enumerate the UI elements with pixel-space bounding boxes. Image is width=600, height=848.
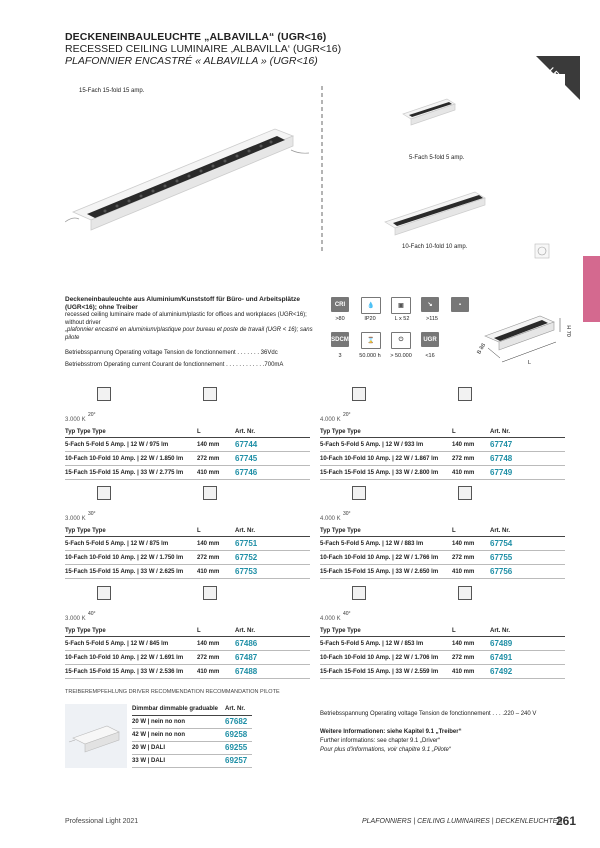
driver-photo bbox=[65, 704, 127, 768]
mounting-direction-icon bbox=[458, 387, 472, 401]
table-row bbox=[65, 466, 310, 480]
row-type: 5-Fach 5-Fold 5 Amp. | 12 W / 933 lm bbox=[320, 442, 424, 448]
color-temperature: 4.000 K bbox=[320, 417, 341, 423]
table-row bbox=[65, 537, 310, 551]
row-length: 272 mm bbox=[197, 456, 220, 462]
driver-head-art: Art. Nr. bbox=[225, 706, 246, 712]
row-length: 410 mm bbox=[452, 669, 475, 675]
color-temperature: 3.000 K bbox=[65, 516, 86, 522]
ip-value: IP20 bbox=[364, 316, 376, 322]
description-en: recessed ceiling luminaire made of aluminium/plastic for offices and workplaces (UGR<16); without driver bbox=[65, 312, 307, 326]
sdcm-value: 3 bbox=[338, 353, 342, 359]
operating-current: Betriebsstrom Operating current Courant de fonctionnement . . . . . . . . . . . .700mA bbox=[65, 362, 284, 368]
driver-voltage: Betriebsspannung Operating voltage Tension de fonctionnement . . . .220 – 240 V bbox=[320, 711, 537, 717]
table-row bbox=[65, 452, 310, 466]
header-type: Typ Type Type bbox=[65, 528, 106, 534]
header-article: Art. Nr. bbox=[235, 429, 256, 435]
beam-angle: 40° bbox=[88, 611, 96, 617]
beam-triangle-icon bbox=[97, 387, 111, 401]
operating-voltage: Betriebsspannung Operating voltage Tension de fonctionnement . . . . . . . 36Vdc bbox=[65, 350, 278, 356]
row-type: 10-Fach 10-Fold 10 Amp. | 22 W / 1.706 lm bbox=[320, 655, 439, 661]
row-length: 140 mm bbox=[197, 541, 220, 547]
table-row bbox=[65, 438, 310, 452]
header-type: Typ Type Type bbox=[65, 429, 106, 435]
driver-art: 67682 bbox=[225, 717, 248, 726]
header-length: L bbox=[452, 528, 456, 534]
table-row bbox=[65, 637, 310, 651]
table-row bbox=[320, 651, 565, 665]
row-article-number: 67754 bbox=[490, 539, 513, 548]
driver-head-label: Dimmbar dimmable graduable bbox=[132, 706, 219, 712]
row-length: 410 mm bbox=[197, 470, 220, 476]
row-type: 10-Fach 10-Fold 10 Amp. | 22 W / 1.850 lm bbox=[65, 456, 184, 462]
table-row bbox=[320, 565, 565, 579]
beam-angle: 40° bbox=[343, 611, 351, 617]
driver-label: 20 W | DALI bbox=[132, 745, 166, 751]
dim-height: H 70 bbox=[564, 325, 571, 337]
class-value: L x 52 bbox=[394, 316, 410, 322]
driver-row bbox=[132, 755, 252, 768]
row-article-number: 67751 bbox=[235, 539, 258, 548]
title-fr: PLAFONNIER ENCASTRÉ « ALBAVILLA » (UGR<16) bbox=[65, 55, 318, 67]
color-temperature: 3.000 K bbox=[65, 417, 86, 423]
dimension-drawing bbox=[480, 308, 580, 378]
driver-table-head bbox=[132, 704, 252, 716]
driver-info-de: Weitere Informationen: siehe Kapitel 9.1 „Treiber“ bbox=[320, 729, 462, 735]
color-temperature: 4.000 K bbox=[320, 616, 341, 622]
row-article-number: 67745 bbox=[235, 454, 258, 463]
row-length: 410 mm bbox=[197, 569, 220, 575]
row-type: 10-Fach 10-Fold 10 Amp. | 22 W / 1.691 lm bbox=[65, 655, 184, 661]
row-type: 5-Fach 5-Fold 5 Amp. | 12 W / 883 lm bbox=[320, 541, 424, 547]
row-article-number: 67753 bbox=[235, 567, 258, 576]
header-length: L bbox=[452, 628, 456, 634]
mounting-direction-icon bbox=[203, 486, 217, 500]
table-row bbox=[320, 438, 565, 452]
footer-section: PLAFONNIERS | CEILING LUMINAIRES | DECKENLEUCHTEN bbox=[362, 818, 563, 825]
row-article-number: 67491 bbox=[490, 653, 513, 662]
row-article-number: 67489 bbox=[490, 639, 513, 648]
driver-art: 69255 bbox=[225, 743, 248, 752]
driver-illustration bbox=[65, 704, 127, 768]
mounting-direction-icon bbox=[203, 586, 217, 600]
footer-catalog: Professional Light 2021 bbox=[65, 818, 139, 825]
table-header bbox=[320, 524, 565, 537]
header-length: L bbox=[197, 528, 201, 534]
table-row bbox=[65, 665, 310, 679]
row-length: 140 mm bbox=[452, 541, 475, 547]
table-row bbox=[320, 466, 565, 480]
row-article-number: 67487 bbox=[235, 653, 258, 662]
beam-angle: 30° bbox=[343, 511, 351, 517]
beam-triangle-icon bbox=[97, 586, 111, 600]
row-length: 272 mm bbox=[452, 655, 475, 661]
row-type: 15-Fach 15-Fold 15 Amp. | 33 W / 2.650 lm bbox=[320, 569, 439, 575]
driver-row bbox=[132, 742, 252, 755]
lifetime-icon: ⌛ bbox=[361, 332, 381, 349]
row-type: 5-Fach 5-Fold 5 Amp. | 12 W / 845 lm bbox=[65, 641, 169, 647]
title-de: DECKENEINBAULEUCHTE „ALBAVILLA“ (UGR<16) bbox=[65, 31, 327, 43]
header-type: Typ Type Type bbox=[320, 429, 361, 435]
table-header bbox=[65, 524, 310, 537]
cri-icon: CRI bbox=[331, 297, 349, 312]
header-type: Typ Type Type bbox=[320, 628, 361, 634]
caption-5-fold: 5-Fach 5-fold 5 amp. bbox=[409, 155, 465, 161]
angle-value: >115 bbox=[426, 316, 438, 322]
driver-section-title: TREIBEREMPFEHLUNG DRIVER RECOMMENDATION RECOMMANDATION PILOTE bbox=[65, 689, 280, 695]
mounting-direction-icon bbox=[458, 486, 472, 500]
table-row bbox=[65, 651, 310, 665]
ugr-value: <16 bbox=[425, 353, 435, 359]
row-length: 410 mm bbox=[452, 470, 475, 476]
header-article: Art. Nr. bbox=[490, 628, 511, 634]
caption-10-fold: 10-Fach 10-fold 10 amp. bbox=[402, 244, 468, 250]
mounting-direction-icon bbox=[458, 586, 472, 600]
table-row bbox=[65, 551, 310, 565]
driver-row bbox=[132, 716, 252, 729]
chapter-tab bbox=[583, 256, 600, 322]
description-fr: „plafonnier encastré en aluminium/plastique pour bureau et poste de travail (UGR < 16); sans pilote bbox=[65, 327, 313, 341]
dim-length: L bbox=[528, 360, 532, 366]
beam-triangle-icon bbox=[352, 586, 366, 600]
mounting-direction-icon bbox=[203, 387, 217, 401]
beam-angle: 20° bbox=[88, 412, 96, 418]
driver-row bbox=[132, 729, 252, 742]
table-row bbox=[320, 452, 565, 466]
row-length: 272 mm bbox=[197, 655, 220, 661]
beam-triangle-icon bbox=[352, 486, 366, 500]
beam-angle: 20° bbox=[343, 412, 351, 418]
row-length: 140 mm bbox=[197, 641, 220, 647]
driver-label: 33 W | DALI bbox=[132, 758, 166, 764]
drop-icon: 💧 bbox=[361, 297, 381, 314]
header-article: Art. Nr. bbox=[235, 528, 256, 534]
caption-15-fold: 15-Fach 15-fold 15 amp. bbox=[79, 88, 145, 94]
row-article-number: 67748 bbox=[490, 454, 513, 463]
header-article: Art. Nr. bbox=[235, 628, 256, 634]
header-article: Art. Nr. bbox=[490, 429, 511, 435]
table-header bbox=[320, 425, 565, 438]
row-length: 140 mm bbox=[452, 442, 475, 448]
header-type: Typ Type Type bbox=[65, 628, 106, 634]
class-icon: ▣ bbox=[391, 297, 411, 314]
table-row bbox=[320, 665, 565, 679]
row-type: 5-Fach 5-Fold 5 Amp. | 12 W / 875 lm bbox=[65, 541, 169, 547]
luminaire-illustration bbox=[65, 74, 565, 274]
header-type: Typ Type Type bbox=[320, 528, 361, 534]
row-type: 10-Fach 10-Fold 10 Amp. | 22 W / 1.867 lm bbox=[320, 456, 439, 462]
table-row bbox=[320, 537, 565, 551]
row-article-number: 67746 bbox=[235, 468, 258, 477]
row-type: 5-Fach 5-Fold 5 Amp. | 12 W / 853 lm bbox=[320, 641, 424, 647]
table-row bbox=[320, 551, 565, 565]
sdcm-icon: SDCM bbox=[331, 332, 349, 347]
row-type: 15-Fach 15-Fold 15 Amp. | 33 W / 2.775 lm bbox=[65, 470, 184, 476]
row-type: 15-Fach 15-Fold 15 Amp. | 33 W / 2.625 lm bbox=[65, 569, 184, 575]
driver-art: 69258 bbox=[225, 730, 248, 739]
row-type: 10-Fach 10-Fold 10 Amp. | 22 W / 1.750 lm bbox=[65, 555, 184, 561]
driver-label: 20 W | nein no non bbox=[132, 719, 186, 725]
row-article-number: 67749 bbox=[490, 468, 513, 477]
driver-info-fr: Pour plus d'informations, voir chapitre 9.1 „Pilote“ bbox=[320, 747, 451, 753]
color-temperature: 4.000 K bbox=[320, 516, 341, 522]
row-type: 15-Fach 15-Fold 15 Amp. | 33 W / 2.559 lm bbox=[320, 669, 439, 675]
row-length: 272 mm bbox=[452, 555, 475, 561]
header-article: Art. Nr. bbox=[490, 528, 511, 534]
row-article-number: 67488 bbox=[235, 667, 258, 676]
page-number: 261 bbox=[556, 814, 577, 828]
row-article-number: 67492 bbox=[490, 667, 513, 676]
beam-triangle-icon bbox=[97, 486, 111, 500]
table-row bbox=[320, 637, 565, 651]
row-length: 272 mm bbox=[197, 555, 220, 561]
row-length: 140 mm bbox=[452, 641, 475, 647]
beam-triangle-icon bbox=[352, 387, 366, 401]
header-length: L bbox=[197, 628, 201, 634]
row-length: 140 mm bbox=[197, 442, 220, 448]
row-type: 15-Fach 15-Fold 15 Amp. | 33 W / 2.800 lm bbox=[320, 470, 439, 476]
table-header bbox=[65, 624, 310, 637]
beam-angle-icon: ↘ bbox=[421, 297, 439, 312]
row-length: 272 mm bbox=[452, 456, 475, 462]
beam-angle: 30° bbox=[88, 511, 96, 517]
row-article-number: 67744 bbox=[235, 440, 258, 449]
switch-cycles-icon: ⏻ bbox=[391, 332, 411, 349]
switch-value: > 50.000 bbox=[390, 353, 412, 359]
color-temperature: 3.000 K bbox=[65, 616, 86, 622]
row-article-number: 67747 bbox=[490, 440, 513, 449]
driver-art: 69257 bbox=[225, 756, 248, 765]
row-length: 410 mm bbox=[197, 669, 220, 675]
row-type: 10-Fach 10-Fold 10 Amp. | 22 W / 1.766 lm bbox=[320, 555, 439, 561]
table-row bbox=[65, 565, 310, 579]
row-type: 15-Fach 15-Fold 15 Amp. | 33 W / 2.536 lm bbox=[65, 669, 184, 675]
row-article-number: 67755 bbox=[490, 553, 513, 562]
title-en: RECESSED CEILING LUMINAIRE ‚ALBAVILLA‘ (UGR<16) bbox=[65, 43, 342, 55]
row-type: 5-Fach 5-Fold 5 Amp. | 12 W / 975 lm bbox=[65, 442, 169, 448]
row-article-number: 67486 bbox=[235, 639, 258, 648]
row-article-number: 67752 bbox=[235, 553, 258, 562]
row-length: 410 mm bbox=[452, 569, 475, 575]
lifetime-value: 50.000 h bbox=[359, 353, 381, 359]
driver-info-en: Further informations: see chapter 9.1 „Driver“ bbox=[320, 738, 441, 744]
row-article-number: 67756 bbox=[490, 567, 513, 576]
dim-width: B 88 bbox=[476, 342, 488, 356]
ugr-icon: UGR bbox=[421, 332, 439, 347]
mounting-icon: ▪ bbox=[451, 297, 469, 312]
driver-label: 42 W | nein no non bbox=[132, 732, 186, 738]
table-header bbox=[65, 425, 310, 438]
cri-value: >80 bbox=[335, 316, 345, 322]
table-header bbox=[320, 624, 565, 637]
description-title: Deckeneinbauleuchte aus Aluminium/Kunststoff für Büro- und Arbeitsplätze (UGR<16); ohne Treiber bbox=[65, 296, 300, 311]
product-photo bbox=[65, 74, 565, 274]
header-length: L bbox=[452, 429, 456, 435]
header-length: L bbox=[197, 429, 201, 435]
